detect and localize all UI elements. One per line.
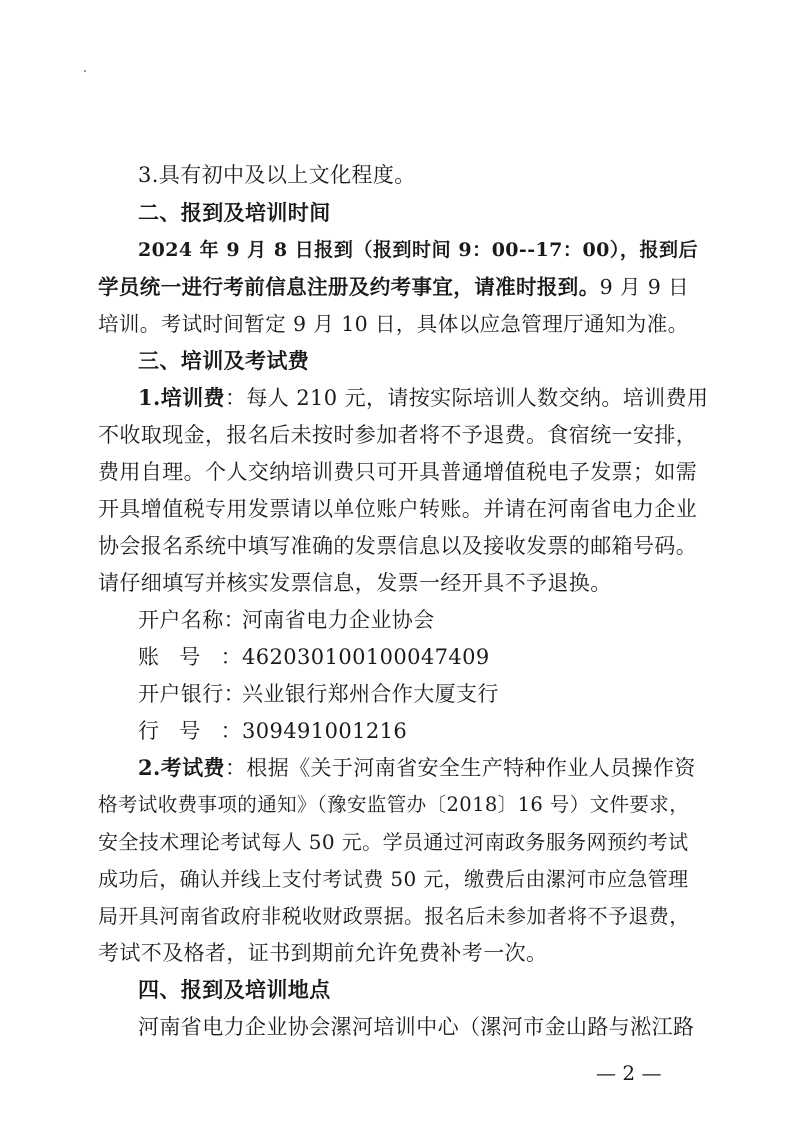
section-2-line-2-tail: 9 月 9 日 [599,275,690,299]
scan-speck [84,70,86,72]
fee-2-line-5: 局开具河南省政府非税收财政票据。报名后未参加者将不予退费， [98,904,690,928]
fee-1-label: 1.培训费 [138,385,225,410]
section-2-heading: 二、报到及培训时间 [138,201,331,225]
section-4-heading: 四、报到及培训地点 [138,978,331,1002]
fee-2-line-3: 安全技术理论考试每人 50 元。学员通过河南政务服务网预约考试 [98,830,689,854]
fee-1-line-6: 请仔细填写并核实发票信息，发票一经开具不予退换。 [98,571,612,595]
fee-2-line-1-rest: ：根据《关于河南省安全生产特种作业人员操作资 [224,756,696,780]
page-number: — 2 — [596,1061,662,1085]
bank-code-row [138,714,738,748]
fee-2-line-2: 格考试收费事项的通知》（豫安监管办〔2018〕16 号）文件要求， [98,793,690,816]
bank-code-value: 309491001216 [242,719,408,743]
fee-1-line-4: 开具增值税专用发票请以单位账户转账。并请在河南省电力企业 [98,497,698,521]
fee-1-line-2: 不收取现金，报名后未按时参加者将不予退费。食宿统一安排， [98,423,698,447]
section-2-bold-text: 学员统一进行考前信息注册及约考事宜，请准时报到。 [98,275,600,299]
fee-2-line-4: 成功后，确认并线上支付考试费 50 元，缴费后由漯河市应急管理 [98,867,689,891]
section-3-heading: 三、培训及考试费 [138,349,310,373]
section-2-para-line-1: 2024 年 9 月 8 日报到（报到时间 9：00--17：00），报到后 [138,239,698,261]
bank-account-name-value: 河南省电力企业协会 [242,608,435,632]
bank-account-name-row [138,603,738,637]
bank-code-label: 行号： [138,719,242,743]
fee-1-line-1 [138,381,738,415]
section-4-line-1: 河南省电力企业协会漯河培训中心（漯河市金山路与淞江路 [138,1015,695,1039]
fee-2-line-6: 考试不及格者，证书到期前允许免费补考一次。 [98,941,548,965]
fee-1-line-1-rest: ：每人 210 元，请按实际培训人数交纳。培训费用 [224,386,709,410]
section-2-para-line-3: 培训。考试时间暂定 9 月 10 日，具体以应急管理厅通知为准。 [98,312,689,336]
requirement-item-3: 3.具有初中及以上文化程度。 [138,163,416,187]
section-2-para-line-2 [98,270,698,304]
bank-account-number-label: 账号： [138,645,242,669]
bank-account-number-row [138,640,738,674]
bank-account-number-value: 462030100100047409 [242,645,490,669]
bank-branch-value: 兴业银行郑州合作大厦支行 [242,682,499,706]
bank-branch-label: 开户银行： [138,682,245,706]
fee-2-label: 2.考试费 [138,755,225,780]
fee-1-line-5: 协会报名系统中填写准确的发票信息以及接收发票的邮箱号码。 [98,534,698,558]
fee-2-line-1 [138,751,738,785]
bank-account-name-label: 开户名称： [138,608,245,632]
bank-branch-row [138,677,738,711]
fee-1-line-3: 费用自理。个人交纳培训费只可开具普通增值税电子发票；如需 [98,460,698,484]
